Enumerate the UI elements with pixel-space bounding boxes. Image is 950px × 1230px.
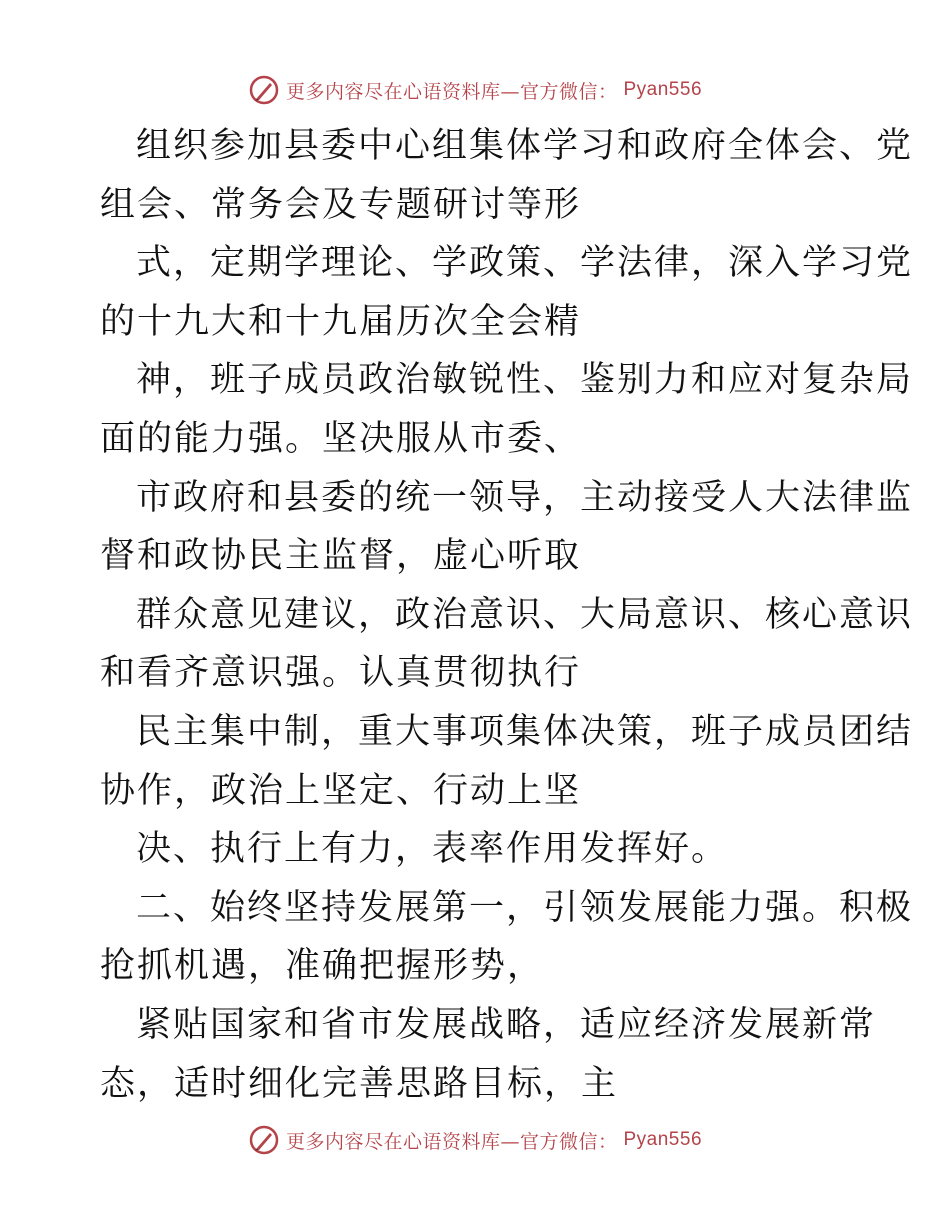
body-text-line: 紧贴国家和省市发展战略，适应经济发展新常 bbox=[136, 1005, 877, 1045]
body-text-line: 面的能力强。坚决服从市委、 bbox=[100, 419, 582, 459]
body-text-line: 协作，政治上坚定、行动上坚 bbox=[100, 770, 582, 811]
watermark-text: 更多内容尽在心语资料库—官方微信： bbox=[285, 80, 618, 103]
body-text-line: 督和政协民主监督，虚心听取 bbox=[100, 536, 582, 577]
body-text-line: 式，定期学理论、学政策、学法律，深入学习党 bbox=[136, 243, 914, 284]
footer-watermark bbox=[0, 1120, 950, 1160]
body-text-line: 抢抓机遇，准确把握形势， bbox=[100, 946, 545, 987]
body-text-line: 民主集中制，重大事项集体决策，班子成员团结 bbox=[136, 712, 914, 752]
body-text-line: 神，班子成员政治敏锐性、鉴别力和应对复杂局 bbox=[136, 360, 914, 401]
body-text-line: 和看齐意识强。认真贯彻执行 bbox=[100, 653, 582, 694]
body-text-line: 决、执行上有力，表率作用发挥好。 bbox=[136, 829, 729, 870]
watermark-handle: Pyan556 bbox=[623, 1129, 703, 1150]
body-text-line: 组会、常务会及专题研讨等形 bbox=[100, 184, 582, 225]
body-text-line: 二、始终坚持发展第一，引领发展能力强。积极 bbox=[136, 887, 914, 928]
watermark-text: 更多内容尽在心语资料库—官方微信： bbox=[285, 1130, 618, 1153]
body-text-line: 组织参加县委中心组集体学习和政府全体会、党 bbox=[136, 126, 914, 166]
quill-pen-circle-icon bbox=[248, 1124, 280, 1156]
body-text-line: 的十九大和十九届历次全会精 bbox=[100, 301, 582, 342]
body-text-line: 态，适时细化完善思路目标，主 bbox=[100, 1063, 619, 1104]
watermark-handle: Pyan556 bbox=[623, 79, 703, 100]
body-text-line: 群众意见建议，政治意识、大局意识、核心意识 bbox=[136, 594, 914, 635]
body-text-line: 市政府和县委的统一领导，主动接受人大法律监 bbox=[136, 477, 914, 518]
